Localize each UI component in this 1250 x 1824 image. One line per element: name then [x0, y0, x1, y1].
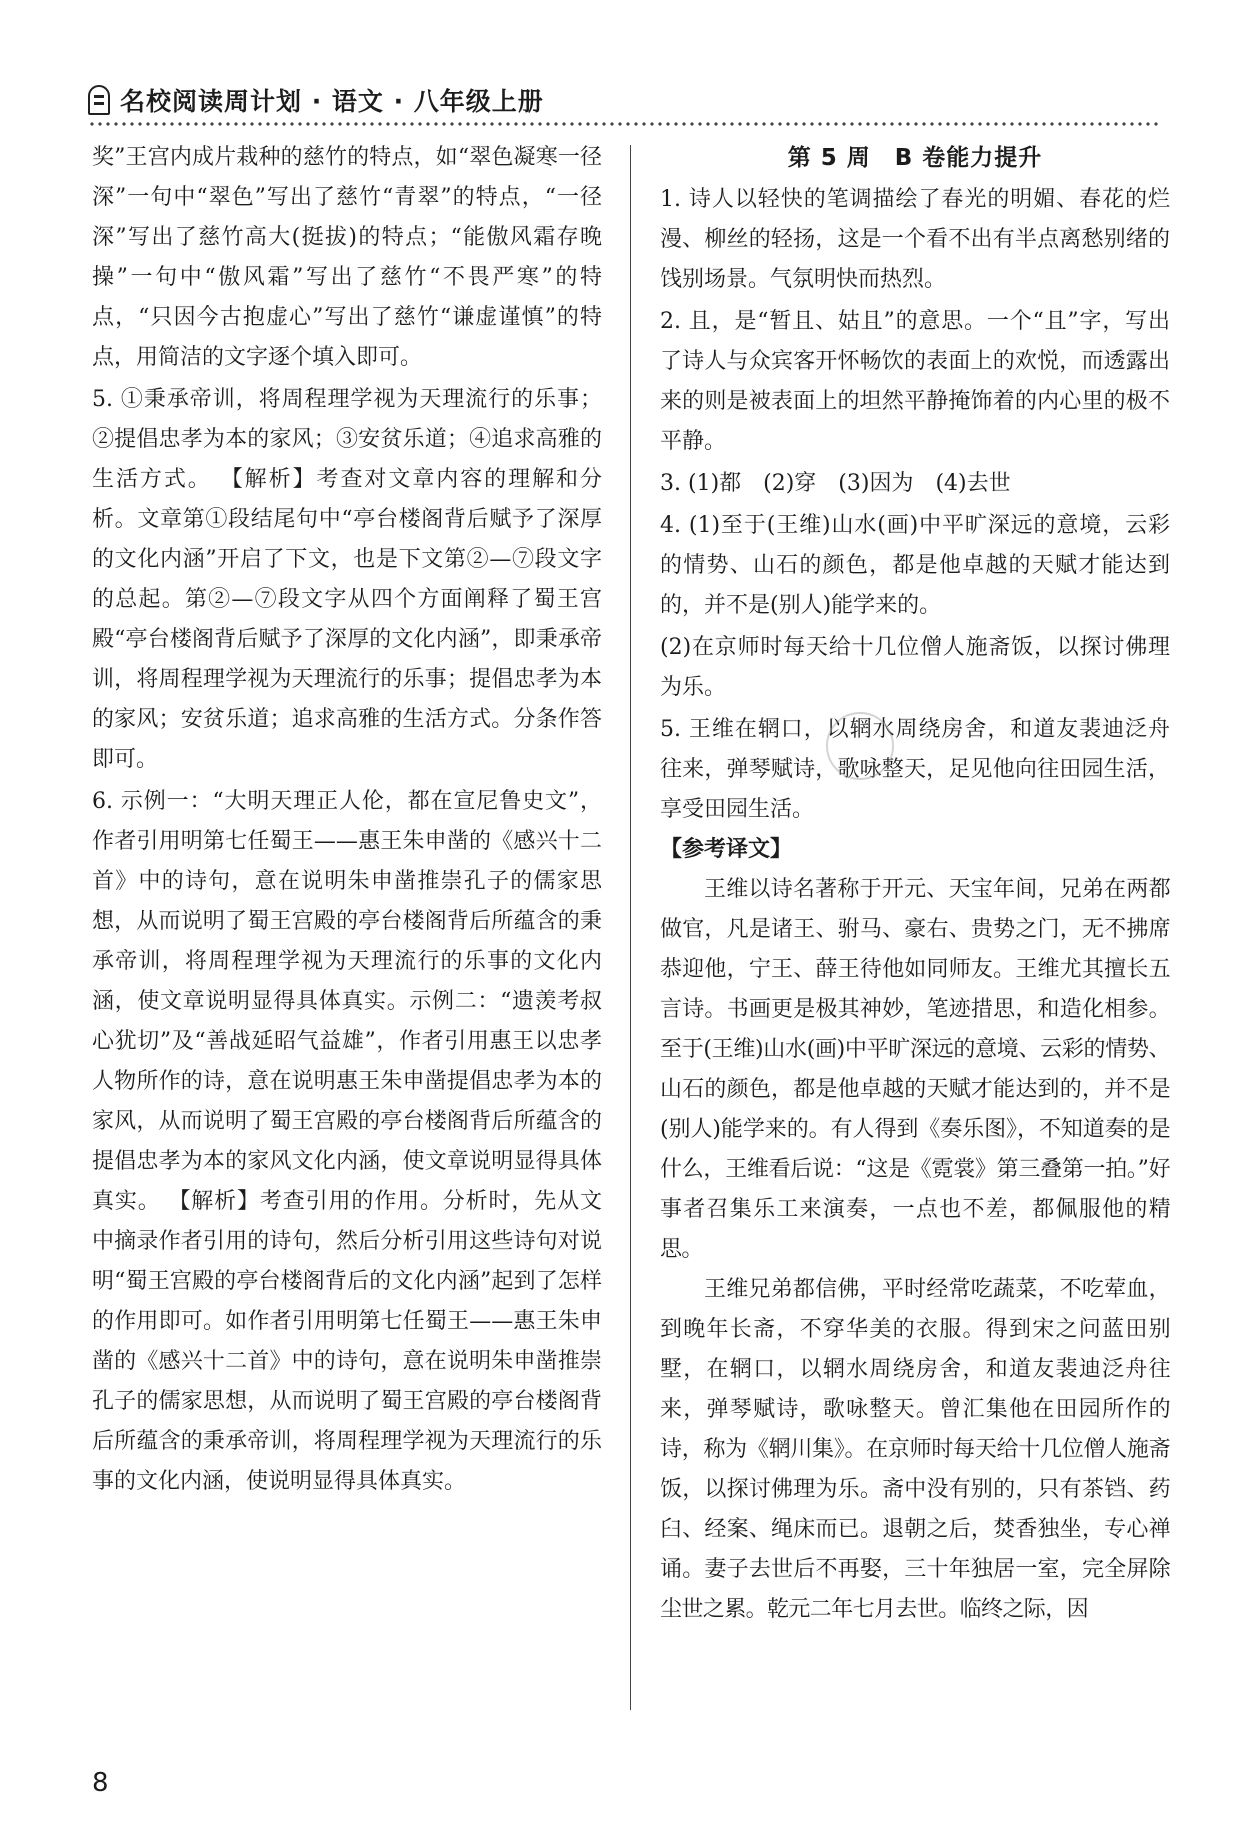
answer-6: 6. 示例一：“大明天理正人伦，都在宣尼鲁史文”，作者引用明第七任蜀王——惠王朱申凿的《感兴十二首》中的诗句，意在说明朱申凿推崇孔子的儒家思想，从而说明了蜀王宫殿的亭台楼阁背后所蕴含的秉承帝训，将周程理学视为天理流行的乐事的文化内涵，使文章说明显得具体真实。示例二：“遗羡考叔心犹切”及“善战延昭气益雄”，作者引用惠王以忠孝人物所作的诗，意在说明惠王朱申凿提倡忠孝为本的家风，从而说明了蜀王宫殿的亭台楼阁背后所蕴含的提倡忠孝为本的家风文化内涵，使文章说明显得具体真实。 【解析】考查引用的作用。分析时，先从文中摘录作者引用的诗句，然后分析引用这些诗句对说明“蜀王宫殿的亭台楼阁背后的文化内涵”起到了怎样的作用即可。如作者引用明第七任蜀王——惠王朱申凿的《感兴十二首》中的诗句，意在说明朱申凿推崇孔子的儒家思想，从而说明了蜀王宫殿的亭台楼阁背后所蕴含的秉承帝训，将周程理学视为天理流行的乐事的文化内涵，使说明显得具体真实。	[92, 789, 602, 1494]
header-title: 名校阅读周计划 · 语文 · 八年级上册	[120, 87, 544, 116]
answer-b5: 5. 王维在辋口，以辋水周绕房舍，和道友裴迪泛舟往来，弹琴赋诗，歌咏整天，足见他向往田园生活，享受田园生活。	[660, 717, 1170, 822]
answer-b2: 2. 且，是“暂且、姑且”的意思。一个“且”字，写出了诗人与众宾客开怀畅饮的表面上的欢悦，而透露出来的则是被表面上的坦然平静掩饰着的内心里的极不平静。	[660, 309, 1170, 454]
answer-b4-1: 4. (1)至于(王维)山水(画)中平旷深远的意境，云彩的情势、山石的颜色，都是他卓越的天赋才能达到的，并不是(别人)能学来的。	[660, 513, 1170, 618]
header-dotted-rule	[88, 121, 1162, 127]
reference-translation-heading: 【参考译文】	[660, 837, 793, 862]
continued-answer-paragraph: 奖”王宫内成片栽种的慈竹的特点，如“翠色凝寒一径深”一句中“翠色”写出了慈竹“青翠”的特点，“一径深”写出了慈竹高大(挺拔)的特点；“能傲风霜存晚操”一句中“傲风霜”写出了慈竹“不畏严寒”的特点，“只因今古抱虚心”写出了慈竹“谦虚谨慎”的特点，用简洁的文字逐个填入即可。	[92, 145, 602, 370]
faint-stamp-mark	[826, 712, 894, 780]
right-column	[660, 138, 1170, 1630]
answer-b1: 1. 诗人以轻快的笔调描绘了春光的明媚、春花的烂漫、柳丝的轻扬，这是一个看不出有半点离愁别绪的饯别场景。气氛明快而热烈。	[660, 187, 1170, 292]
answer-5: 5. ①秉承帝训，将周程理学视为天理流行的乐事；②提倡忠孝为本的家风；③安贫乐道；④追求高雅的生活方式。 【解析】考查对文章内容的理解和分析。文章第①段结尾句中“亭台楼阁背后赋予了深厚的文化内涵”开启了下文，也是下文第②—⑦段文字的总起。第②—⑦段文字从四个方面阐释了蜀王宫殿“亭台楼阁背后赋予了深厚的文化内涵”，即秉承帝训，将周程理学视为天理流行的乐事；提倡忠孝为本的家风；安贫乐道；追求高雅的生活方式。分条作答即可。	[92, 387, 602, 772]
page-number: 8	[92, 1768, 109, 1798]
book-emblem-icon	[88, 85, 110, 115]
column-divider	[630, 145, 631, 1710]
answer-b3: 3. (1)都 (2)穿 (3)因为 (4)去世	[660, 471, 1011, 496]
translation-paragraph-1: 王维以诗名著称于开元、天宝年间，兄弟在两都做官，凡是诸王、驸马、豪右、贵势之门，无不拂席恭迎他，宁王、薛王待他如同师友。王维尤其擅长五言诗。书画更是极其神妙，笔迹措思，和造化相参。至于(王维)山水(画)中平旷深远的意境、云彩的情势、山石的颜色，都是他卓越的天赋才能达到的，并不是(别人)能学来的。有人得到《奏乐图》，不知道奏的是什么，王维看后说：“这是《霓裳》第三叠第一拍。”好事者召集乐工来演奏，一点也不差，都佩服他的精思。	[660, 877, 1170, 1262]
page-header	[88, 80, 1162, 120]
translation-paragraph-2: 王维兄弟都信佛，平时经常吃蔬菜，不吃荤血，到晚年长斋，不穿华美的衣服。得到宋之问蓝田别墅，在辋口，以辋水周绕房舍，和道友裴迪泛舟往来，弹琴赋诗，歌咏整天。曾汇集他在田园所作的诗，称为《辋川集》。在京师时每天给十几位僧人施斋饭，以探讨佛理为乐。斋中没有别的，只有茶铛、药臼、经案、绳床而已。退朝之后，焚香独坐，专心禅诵。妻子去世后不再娶，三十年独居一室，完全屏除尘世之累。乾元二年七月去世。临终之际，因	[660, 1277, 1170, 1622]
left-column	[92, 138, 602, 1502]
answer-b4-2: (2)在京师时每天给十几位僧人施斋饭，以探讨佛理为乐。	[660, 635, 1170, 700]
section-title: 第 5 周 B 卷能力提升	[787, 145, 1043, 171]
